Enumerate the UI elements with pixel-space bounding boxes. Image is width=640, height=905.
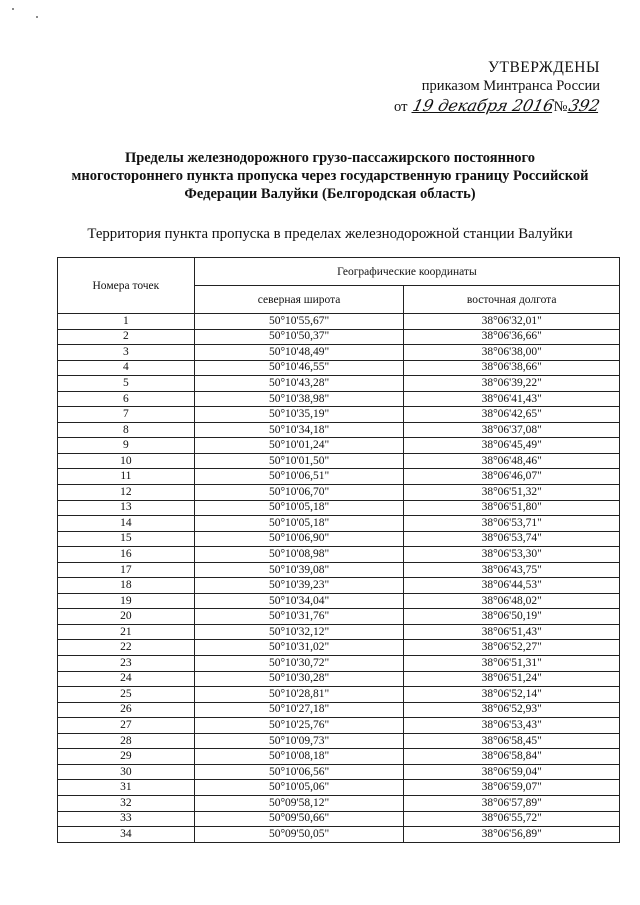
latitude-cell: 50°10'31,02" [194,640,404,656]
point-number-cell: 19 [58,593,195,609]
latitude-cell: 50°10'08,98" [194,547,404,563]
point-number-cell: 15 [58,531,195,547]
longitude-cell: 38°06'51,80" [404,500,620,516]
point-number-cell: 17 [58,562,195,578]
header-point-numbers: Номера точек [58,258,195,314]
point-number-cell: 25 [58,687,195,703]
point-number-cell: 5 [58,376,195,392]
table-row [58,687,620,703]
table-body [58,314,620,843]
table-row [58,329,620,345]
table-row [58,733,620,749]
longitude-cell: 38°06'58,84" [404,749,620,765]
latitude-cell: 50°10'06,51" [194,469,404,485]
latitude-cell: 50°10'05,18" [194,500,404,516]
point-number-cell: 16 [58,547,195,563]
latitude-cell: 50°10'31,76" [194,609,404,625]
point-number-cell: 1 [58,314,195,330]
point-number-cell: 23 [58,656,195,672]
approval-prefix: от [394,99,408,115]
longitude-cell: 38°06'51,32" [404,485,620,501]
point-number-cell: 33 [58,811,195,827]
point-number-cell: 31 [58,780,195,796]
document-subtitle: Территория пункта пропуска в пределах железнодорожной станции Валуйки [87,226,573,242]
latitude-cell: 50°10'34,04" [194,593,404,609]
longitude-cell: 38°06'48,02" [404,593,620,609]
latitude-cell: 50°10'55,67" [194,314,404,330]
table-row [58,500,620,516]
latitude-cell: 50°10'08,18" [194,749,404,765]
table-row [58,376,620,392]
table-row [58,453,620,469]
latitude-cell: 50°09'58,12" [194,795,404,811]
longitude-cell: 38°06'51,43" [404,624,620,640]
latitude-cell: 50°10'48,49" [194,345,404,361]
latitude-cell: 50°10'43,28" [194,376,404,392]
longitude-cell: 38°06'44,53" [404,578,620,594]
point-number-cell: 20 [58,609,195,625]
longitude-cell: 38°06'56,89" [404,827,620,843]
longitude-cell: 38°06'58,45" [404,733,620,749]
latitude-cell: 50°10'05,18" [194,516,404,532]
point-number-cell: 12 [58,485,195,501]
latitude-cell: 50°10'30,72" [194,656,404,672]
longitude-cell: 38°06'52,27" [404,640,620,656]
latitude-cell: 50°10'39,23" [194,578,404,594]
coordinates-table [57,257,620,843]
table-row [58,438,620,454]
latitude-cell: 50°10'34,18" [194,422,404,438]
table-row [58,314,620,330]
approval-number-label: № [553,99,568,115]
table-row [58,718,620,734]
approval-title: УТВЕРЖДЕНЫ [488,59,600,76]
latitude-cell: 50°10'01,50" [194,453,404,469]
point-number-cell: 4 [58,360,195,376]
point-number-cell: 22 [58,640,195,656]
latitude-cell: 50°10'38,98" [194,391,404,407]
latitude-cell: 50°10'35,19" [194,407,404,423]
point-number-cell: 28 [58,733,195,749]
table-row [58,795,620,811]
table-row [58,547,620,563]
longitude-cell: 38°06'32,01" [404,314,620,330]
table-row [58,516,620,532]
latitude-cell: 50°10'30,28" [194,671,404,687]
longitude-cell: 38°06'53,43" [404,718,620,734]
longitude-cell: 38°06'51,31" [404,656,620,672]
point-number-cell: 6 [58,391,195,407]
scan-speck [12,8,14,10]
point-number-cell: 18 [58,578,195,594]
approval-block [370,58,603,117]
longitude-cell: 38°06'38,00" [404,345,620,361]
table-row [58,360,620,376]
longitude-cell: 38°06'42,65" [404,407,620,423]
longitude-cell: 38°06'52,93" [404,702,620,718]
table-row [58,749,620,765]
longitude-cell: 38°06'53,71" [404,516,620,532]
latitude-cell: 50°10'28,81" [194,687,404,703]
latitude-cell: 50°09'50,05" [194,827,404,843]
table-row [58,562,620,578]
longitude-cell: 38°06'43,75" [404,562,620,578]
table-row [58,531,620,547]
title-line: Федерации Валуйки (Белгородская область) [184,186,476,202]
scan-speck [36,16,38,18]
table-row [58,640,620,656]
point-number-cell: 11 [58,469,195,485]
latitude-cell: 50°10'25,76" [194,718,404,734]
longitude-cell: 38°06'37,08" [404,422,620,438]
latitude-cell: 50°10'32,12" [194,624,404,640]
table-row [58,702,620,718]
latitude-cell: 50°10'01,24" [194,438,404,454]
longitude-cell: 38°06'51,24" [404,671,620,687]
table-row [58,345,620,361]
point-number-cell: 9 [58,438,195,454]
table-row [58,764,620,780]
longitude-cell: 38°06'41,43" [404,391,620,407]
latitude-cell: 50°10'05,06" [194,780,404,796]
longitude-cell: 38°06'38,66" [404,360,620,376]
latitude-cell: 50°10'27,18" [194,702,404,718]
longitude-cell: 38°06'45,49" [404,438,620,454]
longitude-cell: 38°06'55,72" [404,811,620,827]
latitude-cell: 50°10'06,70" [194,485,404,501]
latitude-cell: 50°10'46,55" [194,360,404,376]
point-number-cell: 10 [58,453,195,469]
title-line: многостороннего пункта пропуска через государственную границу Российской [71,168,589,184]
latitude-cell: 50°09'50,66" [194,811,404,827]
point-number-cell: 29 [58,749,195,765]
table-row [58,609,620,625]
latitude-cell: 50°10'50,37" [194,329,404,345]
longitude-cell: 38°06'53,74" [404,531,620,547]
table-row [58,656,620,672]
approval-order-line: приказом Минтранса России [421,78,600,94]
latitude-cell: 50°10'39,08" [194,562,404,578]
longitude-cell: 38°06'59,07" [404,780,620,796]
longitude-cell: 38°06'39,22" [404,376,620,392]
longitude-cell: 38°06'53,30" [404,547,620,563]
latitude-cell: 50°10'09,73" [194,733,404,749]
point-number-cell: 32 [58,795,195,811]
point-number-cell: 34 [58,827,195,843]
handwritten-date: 19 декабря 2016 [411,96,556,115]
header-east-longitude: восточная долгота [404,286,620,314]
longitude-cell: 38°06'48,46" [404,453,620,469]
latitude-cell: 50°10'06,90" [194,531,404,547]
point-number-cell: 14 [58,516,195,532]
header-geo-coordinates: Географические координаты [194,258,619,286]
table-row [58,391,620,407]
point-number-cell: 7 [58,407,195,423]
point-number-cell: 30 [58,764,195,780]
table-row [58,593,620,609]
document-title [40,149,620,203]
longitude-cell: 38°06'36,66" [404,329,620,345]
longitude-cell: 38°06'52,14" [404,687,620,703]
table-row [58,485,620,501]
point-number-cell: 21 [58,624,195,640]
point-number-cell: 3 [58,345,195,361]
table-row [58,811,620,827]
point-number-cell: 24 [58,671,195,687]
handwritten-number: 392 [567,96,603,115]
title-line: Пределы железнодорожного грузо-пассажирского постоянного [124,150,536,166]
point-number-cell: 26 [58,702,195,718]
point-number-cell: 2 [58,329,195,345]
table-row [58,671,620,687]
header-north-latitude: северная широта [194,286,404,314]
longitude-cell: 38°06'50,19" [404,609,620,625]
point-number-cell: 8 [58,422,195,438]
longitude-cell: 38°06'57,89" [404,795,620,811]
point-number-cell: 13 [58,500,195,516]
longitude-cell: 38°06'46,07" [404,469,620,485]
table-row [58,578,620,594]
table-row [58,422,620,438]
table-row [58,469,620,485]
table-row [58,407,620,423]
latitude-cell: 50°10'06,56" [194,764,404,780]
table-row [58,624,620,640]
point-number-cell: 27 [58,718,195,734]
longitude-cell: 38°06'59,04" [404,764,620,780]
table-row [58,827,620,843]
approval-date-line [370,96,603,117]
table-row [58,780,620,796]
